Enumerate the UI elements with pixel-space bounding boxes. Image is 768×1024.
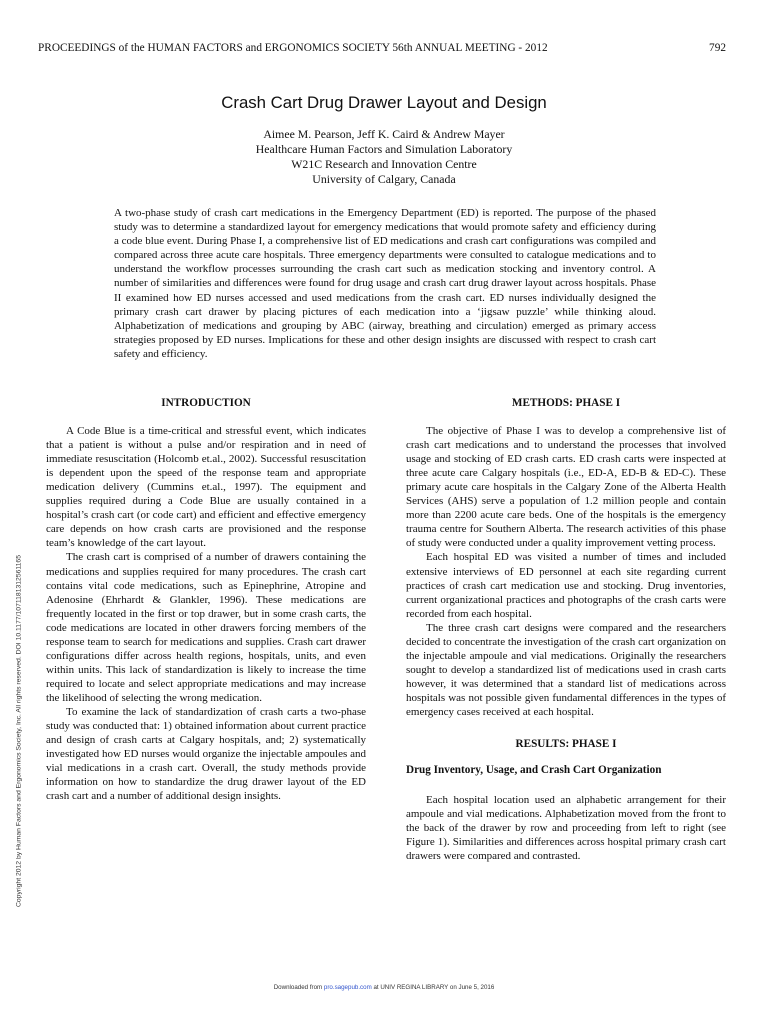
journal-header: PROCEEDINGS of the HUMAN FACTORS and ERGONOMICS SOCIETY 56th ANNUAL MEETING - 2012 [38, 42, 548, 54]
paper-title: Crash Cart Drug Drawer Layout and Design [221, 93, 547, 112]
author-block [0, 127, 768, 187]
intro-paragraph-3: To examine the lack of standardization of crash carts a two-phase study was conducted that: 1) obtained information about current practice and design of crash carts at Calgary hospitals, and; 2) systematically investigated how ED nurses would organize the injectable ampoules and vial medications in a crash cart. Overall, the study methods provide information on how to standardize the drug drawer layout of the ED crash cart and a number of additional design insights. [46, 705, 366, 803]
intro-paragraph-1: A Code Blue is a time-critical and stressful event, which indicates that a patient is without a pulse and/or respiration and in need of immediate resuscitation (Holcomb et.al., 2002). Successful resuscitation is dependent upon the speed of the response team and appropriate medication delivery (Cummins et.al., 1997). The equipment and supplies required during a Code Blue are usually contained in a hospital’s crash cart (or code cart) and efficient and effective emergency care depends on how crash carts are provisioned and the response team’s knowledge of the cart layout. [46, 425, 366, 550]
author-names: Aimee M. Pearson, Jeff K. Caird & Andrew Mayer [263, 127, 505, 141]
running-header [38, 42, 726, 58]
footer-prefix: Downloaded from [273, 984, 324, 991]
page-number: 792 [709, 42, 726, 54]
abstract-text: A two-phase study of crash cart medications in the Emergency Department (ED) is reported. The purpose of the phased study was to determine a standardized layout for emergency medications that would promote safety and efficiency during a code blue event. During Phase I, a comprehensive list of ED medications and crash cart configurations was compiled and compared across three acute care hospitals. Three emergency departments were consulted to catalogue medications and to understand the workflow processes surrounding the crash cart such as medication stocking and inventory control. A number of similarities and differences were found for drug usage and crash cart drug drawer layout across hospitals. Phase II examined how ED nurses accessed and used medications from the crash cart. ED nurses individually designed the primary crash cart drawer by placing pictures of each medication into a ‘jigsaw puzzle’ while thinking aloud. Alphabetization of medications and grouping by ABC (airway, breathing and circulation) emerged as primary access strategies proposed by ED nurses. Implications for these and other design insights are discussed with respect to crash cart safety and efficiency. [114, 207, 656, 360]
methods-paragraph-1: The objective of Phase I was to develop a comprehensive list of crash cart medications and to understand the processes that involved usage and stocking of ED crash carts. ED crash carts were inspected at three acute care Calgary hospitals (i.e., ED-A, ED-B & ED-C). These primary acute care hospitals in the Calgary Zone of the Alberta Health Services (AHS) serve a population of 1.2 million people and contain more than 2200 acute care beds. One of the hospitals is the emergency trauma centre for Southern Alberta. The research activities of this phase of study were conducted under a quality improvement vetting process. [406, 425, 726, 550]
methods-paragraph-3: The three crash cart designs were compared and the researchers decided to concentrate the investigation of the crash cart organization on the injectable ampoule and vial medications. Originally the researchers sought to develop a standardized list of medications used in crash carts however, it was determined that a standard list of medications across hospitals was not possible given fundamental differences in the types of emergency cases received at each hospital. [406, 621, 726, 718]
results-subheading: Drug Inventory, Usage, and Crash Cart Organization [406, 764, 662, 777]
abstract [114, 206, 656, 361]
methods-heading: METHODS: PHASE I [511, 397, 621, 409]
introduction-heading: INTRODUCTION [161, 397, 251, 409]
results-paragraph-1: Each hospital location used an alphabetic arrangement for their ampoule and vial medications. Alphabetization moved from the front to the back of the drawer by row and proceeding from left to right (see Figure 1). Similarities and differences across hospital primary crash cart drawers were compared and contrasted. [406, 794, 726, 863]
right-column [406, 396, 726, 863]
footer-link[interactable]: pro.sagepub.com [323, 984, 372, 991]
left-column [46, 396, 366, 803]
footer-suffix: at UNIV REGINA LIBRARY on June 5, 2016 [371, 984, 495, 991]
affiliation-university: University of Calgary, Canada [312, 172, 456, 186]
methods-paragraph-2: Each hospital ED was visited a number of times and included extensive interviews of ED personnel at each site regarding current practices of crash cart medication use and stocking. Drug inventories, current organizational practices and photographs of the crash carts were recorded from each hospital. [406, 551, 726, 620]
affiliation-centre: W21C Research and Innovation Centre [291, 157, 477, 171]
copyright-text: Copyright 2012 by Human Factors and Ergonomics Society, Inc. All rights reserved. DOI 10.1177/1071181312561165 [15, 554, 23, 908]
results-heading: RESULTS: PHASE I [515, 738, 617, 751]
affiliation-lab: Healthcare Human Factors and Simulation Laboratory [255, 142, 513, 156]
copyright-sidebar [12, 526, 26, 936]
download-footer [0, 984, 768, 991]
intro-paragraph-2: The crash cart is comprised of a number of drawers containing the medications and supplies required for many procedures. The crash cart contains vital code medications, such as Epinephrine, Atropine and Adenosine (Ehrhardt & Glankler, 1996). These medications are frequently located in the first or top drawer, but in some crash carts, the code medications are located in other drawers forcing members of the response team to search for medications and supplies. Crash cart drawer configurations differ across health regions, hospitals, units, and even within units. This lack of standardization is likely to increase the time required to locate and select appropriate medications and may increase the likelihood of selecting the wrong medication. [46, 551, 366, 704]
